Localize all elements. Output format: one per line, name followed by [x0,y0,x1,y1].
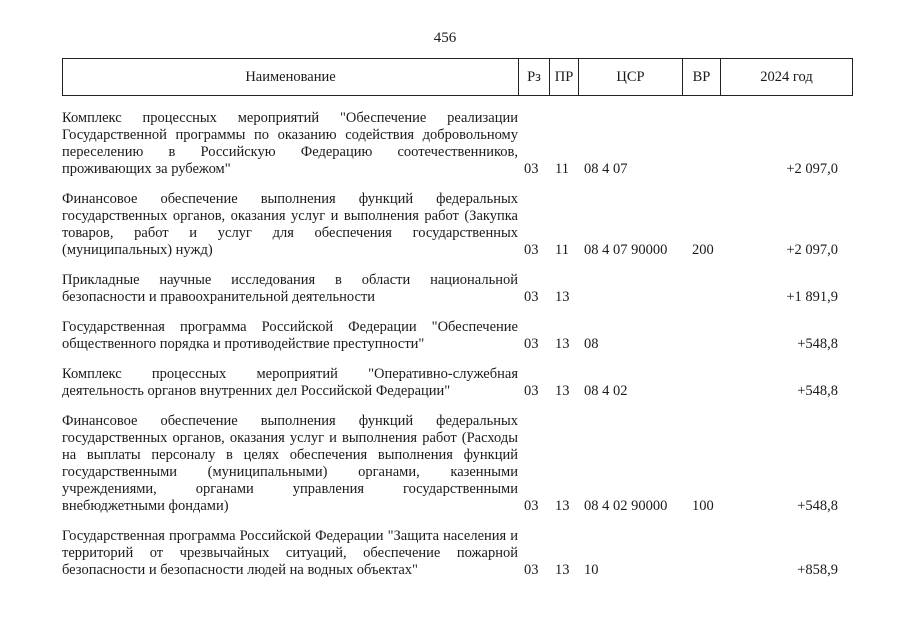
row-pr: 13 [555,498,570,514]
row-pr: 13 [555,383,570,399]
row-name: Комплекс процессных мероприятий "Оперативно-служебная деятельность органов внутренних дел Российской Федерации" [62,366,518,399]
row-name: Комплекс процессных мероприятий "Обеспечение реализации Государственной программы по оказанию содействия добровольному переселению в Российскую Федерацию соотечественников, проживающих за рубежом" [62,110,518,177]
row-csr: 10 [584,562,599,578]
row-rz: 03 [524,336,539,352]
table-row [62,413,852,515]
row-amount: +2 097,0 [786,161,838,177]
row-pr: 11 [555,242,569,258]
row-vr: 200 [692,242,714,258]
table-row [62,528,852,579]
row-name: Финансовое обеспечение выполнения функций федеральных государственных органов, оказания услуг и выполнения работ (Закупка товаров, работ и услуг для обеспечения государственных (муниципальных) нужд) [62,191,518,258]
table-row [62,191,852,259]
table-row [62,366,852,400]
table-row [62,319,852,353]
row-rz: 03 [524,161,539,177]
header-year: 2024 год [721,59,853,96]
row-csr: 08 4 07 90000 [584,242,668,258]
row-amount: +2 097,0 [786,242,838,258]
row-pr: 13 [555,562,570,578]
header-pr: ПР [550,59,579,96]
row-rz: 03 [524,562,539,578]
table-row [62,272,852,306]
table-header [62,58,853,96]
row-name: Государственная программа Российской Федерации "Защита населения и территорий от чрезвычайных ситуаций, обеспечение пожарной безопасности и безопасности людей на водных объектах" [62,528,518,578]
row-csr: 08 [584,336,599,352]
page-number: 456 [433,30,457,46]
header-rz: Рз [519,59,550,96]
header-name: Наименование [63,59,519,96]
row-pr: 13 [555,289,570,305]
row-csr: 08 4 02 90000 [584,498,668,514]
row-amount: +858,9 [797,562,838,578]
row-vr: 100 [692,498,714,514]
row-name: Финансовое обеспечение выполнения функций федеральных государственных органов, оказания услуг и выполнения работ (Расходы на выплаты персоналу в целях обеспечения выполнения функций государственными (муниципальными) органами, казенными учреждениями, органами управления государственными внебюджетными фондами) [62,413,518,514]
header-csr: ЦСР [579,59,683,96]
row-rz: 03 [524,498,539,514]
row-rz: 03 [524,289,539,305]
row-amount: +548,8 [797,336,838,352]
row-rz: 03 [524,383,539,399]
row-amount: +1 891,9 [786,289,838,305]
row-amount: +548,8 [797,383,838,399]
row-pr: 13 [555,336,570,352]
table-row [62,110,852,178]
row-csr: 08 4 02 [584,383,628,399]
row-pr: 11 [555,161,569,177]
row-csr: 08 4 07 [584,161,628,177]
row-name: Государственная программа Российской Федерации "Обеспечение общественного порядка и противодействие преступности" [62,319,518,352]
header-vr: ВР [683,59,721,96]
row-rz: 03 [524,242,539,258]
row-amount: +548,8 [797,498,838,514]
budget-rows [62,100,852,579]
row-name: Прикладные научные исследования в области национальной безопасности и правоохранительной деятельности [62,272,518,305]
